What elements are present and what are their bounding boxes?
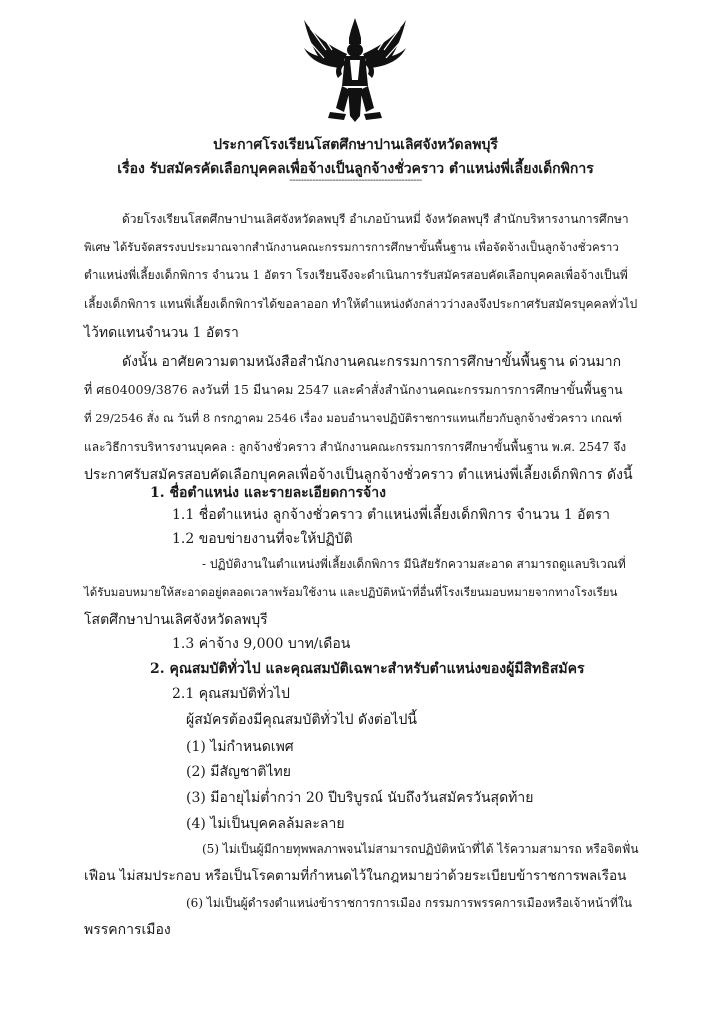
section-2-heading: 2. คุณสมบัติทั่วไป และคุณสมบัติเฉพาะสำหรับตำแหน่งของผู้มีสิทธิสมัคร [150,661,585,677]
qualification-5-line: เฟือน ไม่สมประกอบ หรือเป็นโรคตามที่กำหนดไว้ในกฎหมายว่าด้วยระเบียบข้าราชการพลเรือน [84,868,627,884]
header-school-announcement: ประกาศโรงเรียนโสตศึกษาปานเลิศจังหวัดลพบุรี [213,137,498,153]
item-1-2-detail-line: - ปฏิบัติงานในตำแหน่งพี่เลี้ยงเด็กพิการ มีนิสัยรักความสะอาด สามารถดูแลบริเวณที่ [202,557,626,571]
item-1-2-detail-line: ได้รับมอบหมายให้สะอาดอยู่ตลอดเวลาพร้อมใช้งาน และปฏิบัติหน้าที่อื่นที่โรงเรียนมอบหมายจากทางโรงเรียน [84,585,618,599]
paragraph-1-line: ด้วยโรงเรียนโสตศึกษาปานเลิศจังหวัดลพบุรี อำเภอบ้านหมี่ จังหวัดลพบุรี สำนักบริหารงานการศึกษา [122,212,629,226]
item-2-1: 2.1 คุณสมบัติทั่วไป [172,686,290,702]
item-2-1-intro: ผู้สมัครต้องมีคุณสมบัติทั่วไป ดังต่อไปนี้ [186,712,417,728]
item-1-2-detail-line: โสตศึกษาปานเลิศจังหวัดลพบุรี [84,612,268,628]
paragraph-1-line: เลี้ยงเด็กพิการ แทนพี่เลี้ยงเด็กพิการได้ขอลาออก ทำให้ตำแหน่งดังกล่าวว่างลงจึงประกาศรับสมัครบุคคลทั่วไป [84,297,638,311]
item-1-2: 1.2 ขอบข่ายงานที่จะให้ปฏิบัติ [172,531,353,547]
paragraph-1-line: ไว้ทดแทนจำนวน 1 อัตรา [84,325,239,341]
garuda-emblem-icon [300,16,410,124]
paragraph-2-line: ที่ ศธ04009/3876 ลงวันที่ 15 มีนาคม 2547 และคำสั่งสำนักงานคณะกรรมการการศึกษาขั้นพื้นฐาน [84,382,623,397]
paragraph-2-line: และวิธีการบริหารงานบุคคล : ลูกจ้างชั่วคราว สำนักงานคณะกรรมการการศึกษาขั้นพื้นฐาน พ.ศ. 2547 จึง [84,440,627,454]
header-divider: ---------------------------------------------- [289,175,422,186]
paragraph-2-line: ดังนั้น อาศัยความตามหนังสือสำนักงานคณะกรรมการการศึกษาขั้นพื้นฐาน ด่วนมาก [122,354,622,370]
paragraph-1-line: พิเศษ ได้รับจัดสรรงบประมาณจากสำนักงานคณะกรรมการการศึกษาขั้นพื้นฐาน เพื่อจัดจ้างเป็นลูกจ้างชั่วคราว [84,240,619,254]
item-1-1: 1.1 ชื่อตำแหน่ง ลูกจ้างชั่วคราว ตำแหน่งพี่เลี้ยงเด็กพิการ จำนวน 1 อัตรา [172,507,610,523]
header-subject: เรื่อง รับสมัครคัดเลือกบุคคลเพื่อจ้างเป็นลูกจ้างชั่วคราว ตำแหน่งพี่เลี้ยงเด็กพิการ [117,161,594,177]
item-1-3: 1.3 ค่าจ้าง 9,000 บาท/เดือน [172,636,351,652]
qualification-5-line: (5) ไม่เป็นผู้มีกายทุพพลภาพจนไม่สามารถปฏิบัติหน้าที่ได้ ไร้ความสามารถ หรือจิตฟั่น [202,842,639,856]
paragraph-2-line: ประกาศรับสมัครสอบคัดเลือกบุคคลเพื่อจ้างเป็นลูกจ้างชั่วคราว ตำแหน่งพี่เลี้ยงเด็กพิการ ดังนี้ [84,467,633,483]
qualification-3: (3) มีอายุไม่ต่ำกว่า 20 ปีบริบูรณ์ นับถึงวันสมัครวันสุดท้าย [186,790,534,806]
paragraph-1-line: ตำแหน่งพี่เลี้ยงเด็กพิการ จำนวน 1 อัตรา โรงเรียนจึงจะดำเนินการรับสมัครสอบคัดเลือกบุคคลเพื่อจ้างเป็นพี่ [84,268,628,282]
qualification-6-line: พรรคการเมือง [84,922,171,938]
qualification-1: (1) ไม่กำหนดเพศ [186,739,294,755]
qualification-2: (2) มีสัญชาติไทย [186,764,291,780]
qualification-4: (4) ไม่เป็นบุคคลล้มละลาย [186,816,345,832]
section-1-heading: 1. ชื่อตำแหน่ง และรายละเอียดการจ้าง [150,485,386,501]
qualification-6-line: (6) ไม่เป็นผู้ดำรงตำแหน่งข้าราชการการเมือง กรรมการพรรคการเมืองหรือเจ้าหน้าที่ใน [186,896,632,910]
paragraph-2-line: ที่ 29/2546 สั่ง ณ วันที่ 8 กรกฎาคม 2546 เรื่อง มอบอำนาจปฏิบัติราชการแทนเกี่ยวกับลูกจ้างชั่วคราว เกณฑ์ [84,411,623,425]
